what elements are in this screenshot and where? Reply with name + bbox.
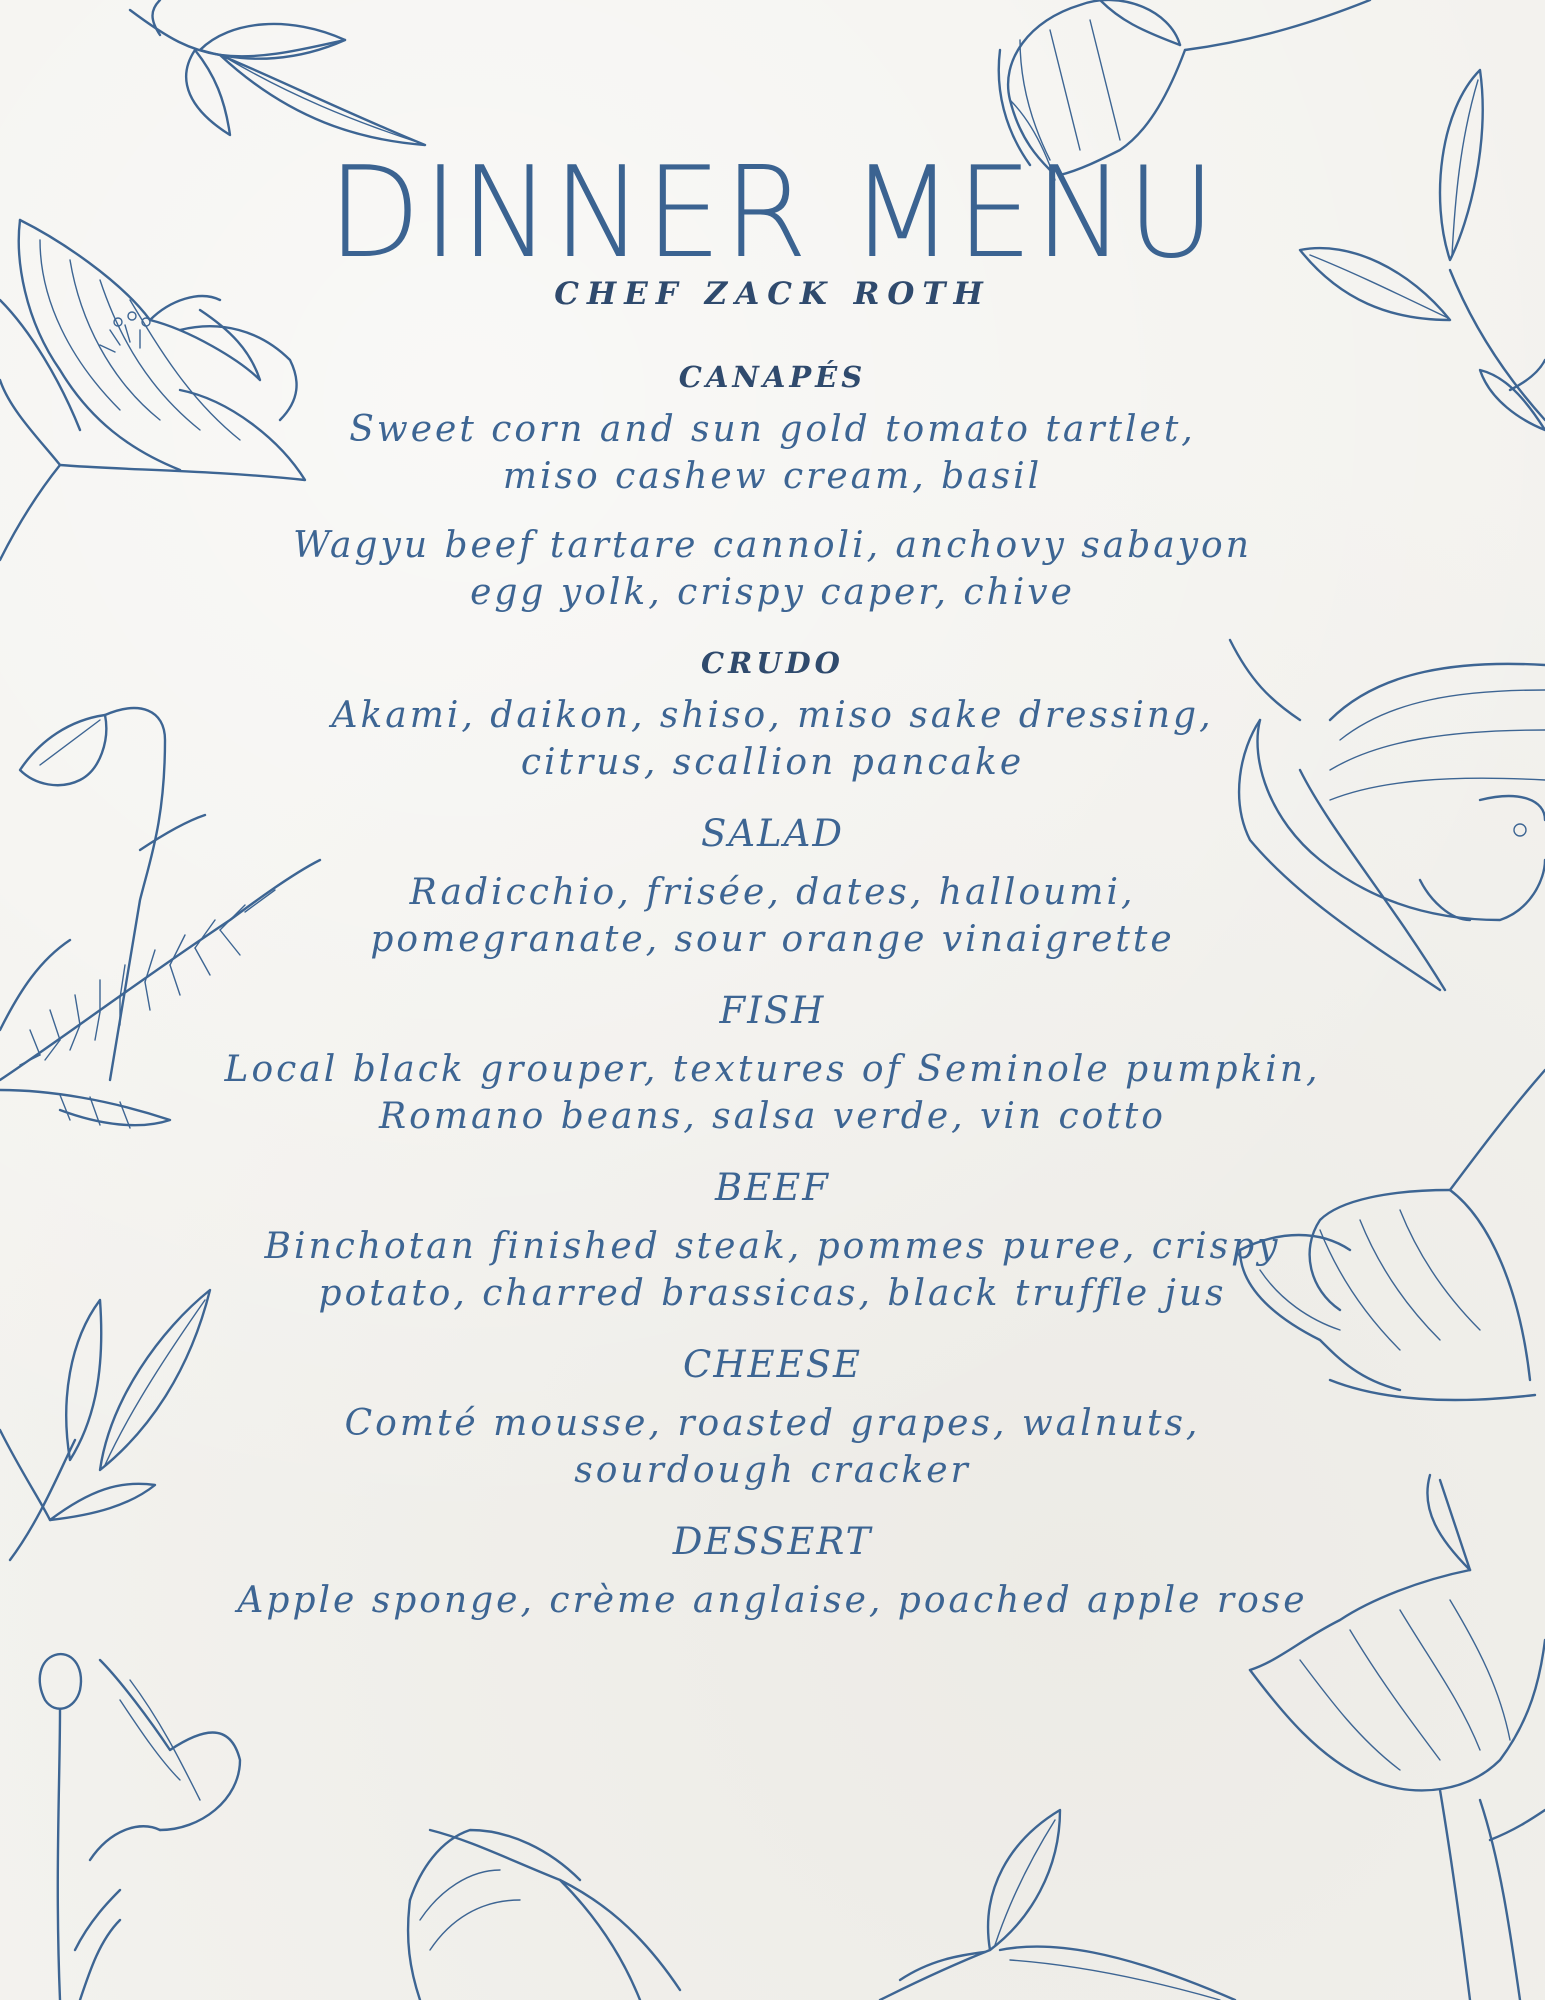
dish-canapes-1: Sweet corn and sun gold tomato tartlet, miso cashew cream, basil [349,409,1196,497]
top-left-leaves-icon [130,0,425,145]
section-heading-crudo: CRUDO [701,646,844,680]
dish-crudo: Akami, daikon, shiso, miso sake dressing, citrus, scallion pancake [331,695,1214,783]
bottom-left-poppy-icon [40,1654,240,2000]
left-lower-leaves-icon [0,1290,210,1560]
page-title: DINNER MENU [327,139,1218,286]
menu-content [200,139,1345,1624]
section-heading-cheese: CHEESE [683,1343,862,1386]
dish-cheese: Comté mousse, roasted grapes, walnuts, sourdough cracker [344,1403,1201,1491]
bottom-center-flower-icon [408,1830,680,2000]
dish-salad: Radicchio, frisée, dates, halloumi, pomegranate, sour orange vinaigrette [370,872,1175,960]
chef-name: CHEF ZACK ROTH [554,276,991,312]
section-heading-fish: FISH [719,989,826,1032]
dish-beef: Binchotan finished steak, pommes puree, crispy potato, charred brassicas, black truffle jus [264,1226,1281,1314]
dish-dessert: Apple sponge, crème anglaise, poached apple rose [237,1580,1308,1621]
bottom-center-leaves-icon [880,1810,1235,2000]
dish-canapes-2: Wagyu beef tartare cannoli, anchovy sabayon egg yolk, crispy caper, chive [293,525,1252,613]
dish-fish: Local black grouper, textures of Seminole pumpkin, Romano beans, salsa verde, vin cotto [224,1049,1321,1137]
section-heading-dessert: DESSERT [672,1520,873,1563]
section-heading-salad: SALAD [700,812,845,855]
section-heading-canapes: CANAPÉS [678,360,867,394]
section-heading-beef: BEEF [715,1166,830,1209]
